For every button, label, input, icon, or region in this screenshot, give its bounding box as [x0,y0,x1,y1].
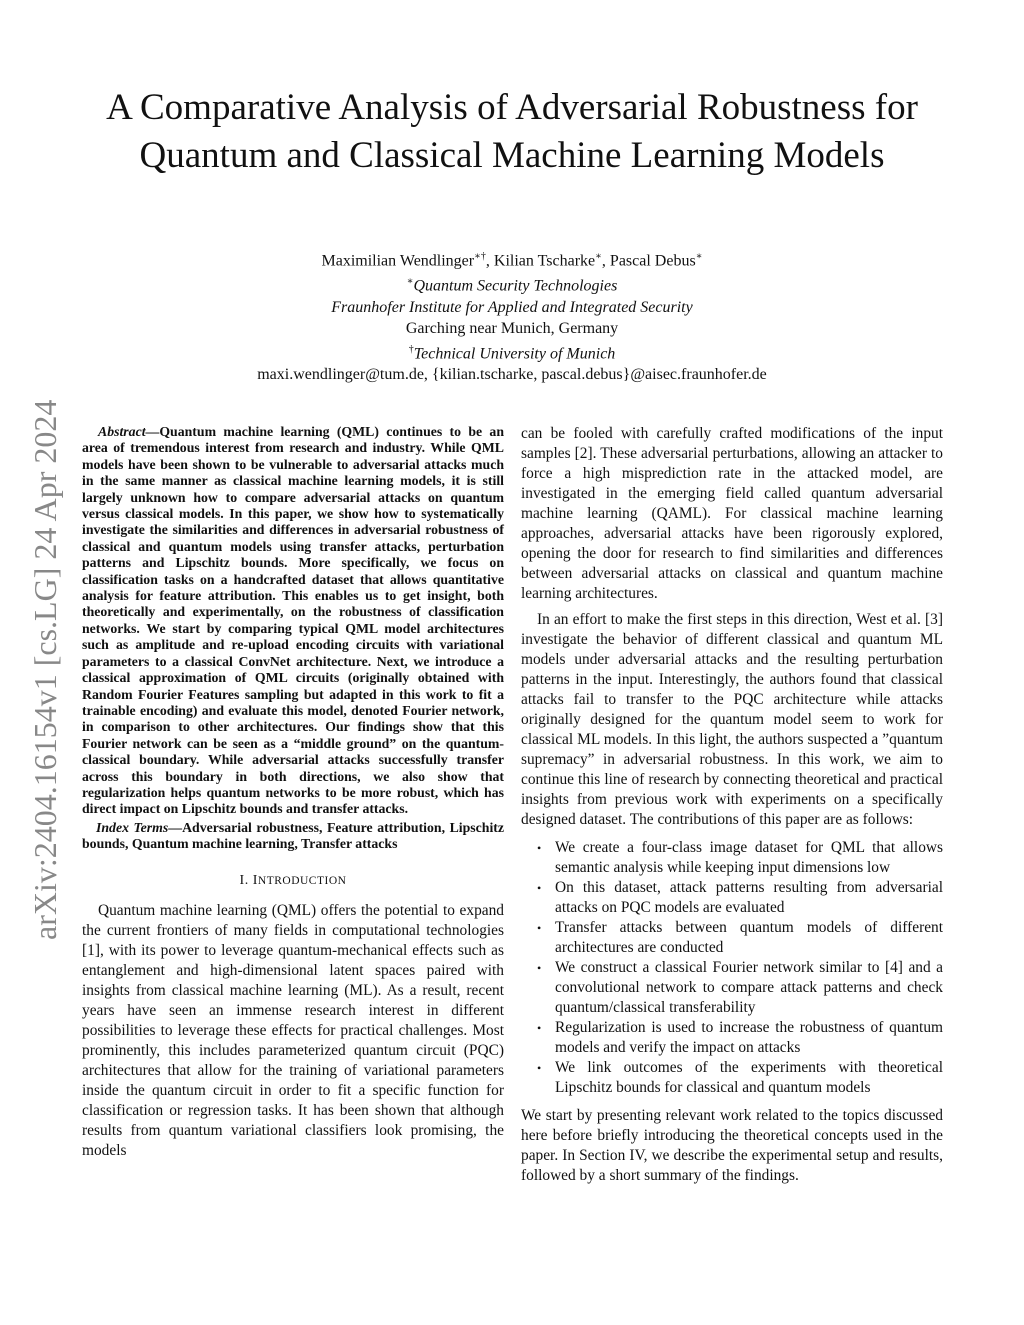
affiliation-1-location: Garching near Munich, Germany [405,319,619,337]
list-item [537,1058,943,1098]
list-item-text: We link outcomes of the experiments with theoretical Lipschitz bounds for classical and quantum models [555,1059,943,1096]
list-item [537,958,943,1018]
contributions-list [521,838,943,1098]
list-item-text: Regularization is used to increase the robustness of quantum models and verify the impact on attacks [555,1019,943,1056]
abstract [82,424,504,818]
author-names [70,246,954,271]
right-column [521,424,943,1186]
section-numeral: I. [239,872,253,888]
list-item [537,918,943,958]
section-title-rest: NTRODUCTION [257,874,347,887]
affiliation-1 [70,271,954,296]
bullet-icon: • [537,921,542,935]
author-separator: , [485,252,494,270]
affiliation-2 [70,339,954,364]
left-column [82,424,504,1161]
index-terms-lead: Index Terms [96,819,169,835]
list-item-text: On this dataset, attack patterns resulting from adversarial attacks on PQC models are evaluated [555,879,943,916]
affiliation-2-mark: † [408,343,414,355]
section-heading-introduction [82,871,504,891]
affiliation-2-name: Technical University of Munich [413,344,616,362]
list-item-text: We create a four-class image dataset for QML that allows semantic analysis while keeping input dimensions low [555,839,943,876]
section-title-initial: I [252,872,258,888]
bullet-icon: • [537,1021,542,1035]
arxiv-identifier-stamp: arXiv:2404.16154v1 [cs.LG] 24 Apr 2024 [27,399,63,940]
affiliation-1-organization: Fraunhofer Institute for Applied and Integrated Security [331,298,693,316]
list-item [537,878,943,918]
abstract-lead: Abstract [98,424,146,439]
affiliation-1-mark: ∗ [406,276,414,288]
paper-title: A Comparative Analysis of Adversarial Robustness for Quantum and Classical Machine Learning Models [106,87,918,176]
bullet-icon: • [537,1061,542,1075]
index-terms-text: —Adversarial robustness, Feature attribution, Lipschitz bounds, Quantum machine learning, Transfer attacks [82,819,504,852]
abstract-text: —Quantum machine learning (QML) continues to be an area of tremendous interest from research and industry. While QML models have been shown to be vulnerable to adversarial attacks much in the same manner as classical machine learning models, it is still largely unknown how to compare adversarial attacks on quantum versus classical models. In this paper, we show how to systematically investigate the similarities and differences in adversarial robustness of classical and quantum models using transfer attacks, perturbation patterns and Lipschitz bounds. More specifically, we focus on classification tasks on a handcrafted dataset that allows quantitative analysis for feature attribution. This enables us to get insight, both theoretically and experimentally, on the robustness of classification networks. We start by comparing typical QML model architectures such as amplitude and re-upload encoding circuits with variational parameters to a classical ConvNet architecture. Next, we introduce a classical approximation of QML circuits (originally obtained with Random Fourier Features sampling but adapted in this work to fit a trainable encoding) and evaluate this model, denoted Fourier network, in comparison to other architectures. Our findings show that this Fourier network can be seen as a “middle ground” on the quantum-classical boundary. While adversarial attacks successfully transfer across this boundary in both directions, we also show that regularization helps quantum networks to be more robust, which has direct impact on Lipschitz bounds and transfer attacks. [82,424,504,817]
author-name: Maximilian Wendlinger [321,252,475,270]
intro-paragraph-2: In an effort to make the first steps in this direction, West et al. [3] investigate the behavior of different classical and quantum ML models under adversarial attacks and the resulting perturbation patterns in the input. Interestingly, the authors found that classical attacks fail to transfer to the PQC architecture while attacks originally designed for the quantum model seem to work for classical ML models. In this light, the authors suspected a ”quantum supremacy” in adversarial robustness. In this work, we aim to continue this line of research by connecting theoretical and practical insights from previous work with experiments on a specifically designed dataset. The contributions of this paper are as follows: [521,611,943,828]
list-item-text: Transfer attacks between quantum models of different architectures are conducted [555,919,943,956]
author-marks: ∗ [595,251,602,262]
intro-paragraph-1-continued: can be fooled with carefully crafted modifications of the input samples [2]. These adversarial perturbations, allowing an attacker to force a high misprediction rate in the attacked model, are investigated in the emerging field called quantum adversarial machine learning (QAML). For classical machine learning approaches, adversarial attacks have been rigorously explored, opening the door for research to find similarities and differences between adversarial attacks on classical and quantum machine learning architectures. [521,425,943,602]
bullet-icon: • [537,961,542,975]
author-separator: , [601,252,610,270]
list-item [537,1018,943,1058]
index-terms [82,820,504,853]
author-block [70,246,954,385]
intro-paragraph-3: We start by presenting relevant work related to the topics discussed here before briefly introducing the theoretical concepts used in the paper. In Section IV, we describe the experimental setup and results, followed by a short summary of the findings. [521,1107,943,1184]
author-name: Pascal Debus [609,252,696,270]
affiliation-1-name: Quantum Security Technologies [413,277,618,295]
bullet-icon: • [537,841,542,855]
intro-paragraph-1: Quantum machine learning (QML) offers the potential to expand the current frontiers of many fields in computational technologies [1], with its power to leverage quantum-mechanical effects such as entanglement and high-dimensional latent spaces paired with insights from classical machine learning (ML). As a result, recent years have seen an immense research interest in different possibilities to leverage these effects for practical challenges. Most prominently, this includes parameterized quantum circuit (PQC) architectures that allow for the training of variational parameters inside the quantum circuit in order to fit a specific function for classification or regression tasks. It has been shown that although results from quantum variational classifiers look promising, the models [82,901,504,1159]
author-name: Kilian Tscharke [493,252,596,270]
author-marks: ∗ [695,251,703,262]
list-item-text: We construct a classical Fourier network similar to [4] and a convolutional network to compare attack patterns and check quantum/classical transferability [555,959,943,1016]
bullet-icon: • [537,881,542,895]
list-item [537,838,943,878]
author-emails: maxi.wendlinger@tum.de, {kilian.tscharke, pascal.debus}@aisec.fraunhofer.de [257,365,767,383]
author-marks: ∗† [474,251,486,262]
